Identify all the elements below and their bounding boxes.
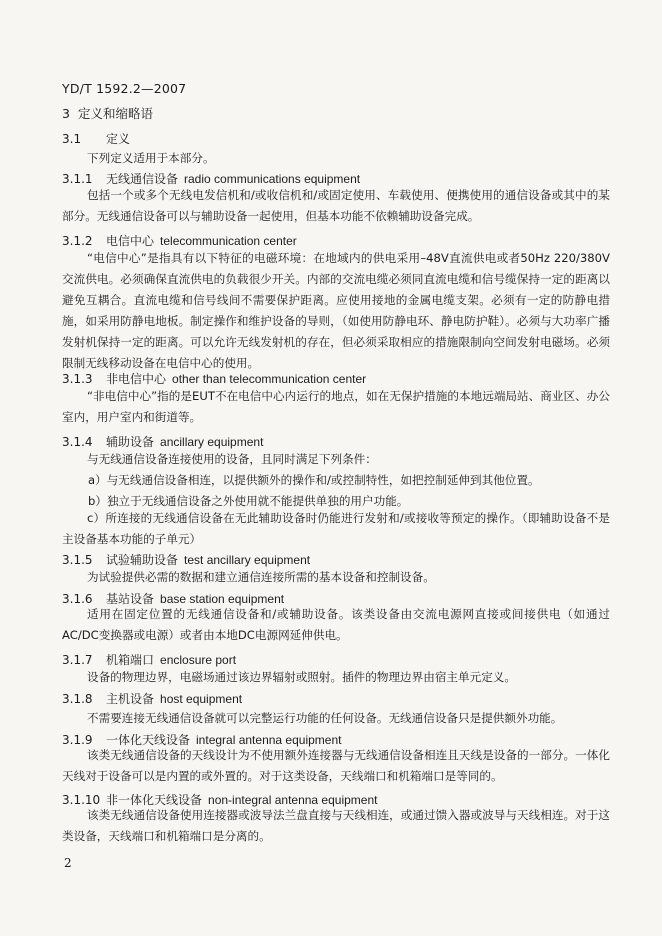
- heading-3-1-2: [62, 232, 297, 249]
- heading-3-1-4: [62, 433, 263, 450]
- paragraph-3-1-2: “电信中心”是指具有以下特征的电磁环境：在地域内的供电采用–48V直流供电或者50Hz 220/380V交流供电。必须确保直流供电的负载很少开关。内部的交流电缆必须同直流电缆和信号缆保持一定的距离以避免互耦合。直流电缆和信号线间不需要保护距离。应使用接地的金属电缆支架。必须有一定的防静电措施，如采用防静电地板。制定操作和维护设备的导则，（如使用防静电环、静电防护鞋）。必须与大功率广播发射机保持一定的距离。可以允许无线发射机的存在，但必须采取相应的措施限制向空间发射电磁场。必须限制无线移动设备在电信中心的使用。: [62, 251, 610, 370]
- paragraph-3-1-5: 为试验提供必需的数据和建立通信连接所需的基本设备和控制设备。: [87, 570, 435, 584]
- heading-number: 3.1.4: [62, 435, 93, 449]
- heading-title-cn: 非电信中心: [106, 372, 167, 386]
- paragraph-3-1-8: 不需要连接无线通信设备就可以完整运行功能的任何设备。无线通信设备只是提供额外功能。: [87, 711, 563, 725]
- paragraph-3-1-10: 该类无线通信设备使用连接器或波导法兰盘直接与天线相连，或通过馈入器或波导与天线相连。对于这类设备，天线端口和机箱端口是分离的。: [62, 808, 610, 843]
- section-heading: [62, 104, 153, 122]
- paragraph-3-1-6: 适用在固定位置的无线通信设备和/或辅助设备。该类设备由交流电源网直接或间接供电（如通过AC/DC变换器或电源）或者由本地DC电源网延伸供电。: [62, 607, 610, 642]
- heading-title-cn: 辅助设备: [106, 435, 155, 449]
- paragraph-3-1-1: 包括一个或多个无线电发信机和/或收信机和/或固定使用、车载使用、便携使用的通信设备或其中的某部分。无线通信设备可以与辅助设备一起使用，但基本功能不依赖辅助设备完成。: [62, 188, 610, 223]
- heading-title-en: ancillary equipment: [160, 435, 264, 449]
- heading-title-cn: 非一体化天线设备: [106, 793, 203, 807]
- heading-title-cn: 机箱端口: [106, 653, 155, 667]
- heading-title-en: non-integral antenna equipment: [208, 793, 378, 807]
- heading-3-1-3: [62, 370, 366, 387]
- heading-number: 3.1.6: [62, 592, 93, 606]
- list-item: c）所连接的无线通信设备在无此辅助设备时仍能进行发射和/或接收等预定的操作。（即辅助设备不是主设备基本功能的子单元）: [62, 511, 610, 546]
- heading-title-en: integral antenna equipment: [196, 733, 342, 747]
- heading-title-cn: 无线通信设备: [106, 172, 179, 186]
- heading-title-cn: 主机设备: [106, 692, 155, 706]
- heading-3-1-8: [62, 690, 242, 707]
- heading-number: 3.1.5: [62, 553, 93, 567]
- heading-title-en: telecommunication center: [160, 234, 297, 248]
- heading-number: 3.1.9: [62, 733, 93, 747]
- paragraph-3-1-4: 与无线通信设备连接使用的设备，且同时满足下列条件：: [87, 452, 377, 466]
- page-number: 2: [64, 856, 72, 870]
- paragraph-3-1: 下列定义适用于本部分。: [87, 151, 215, 165]
- heading-number: 3.1.1: [62, 172, 93, 186]
- heading-number: 3.1.7: [62, 653, 93, 667]
- heading-title-cn: 定义: [106, 132, 131, 146]
- heading-title-en: other than telecommunication center: [172, 372, 367, 386]
- heading-title-cn: 一体化天线设备: [106, 733, 191, 747]
- paragraph-3-1-7: 设备的物理边界，电磁场通过该边界辐射或照射。插件的物理边界由宿主单元定义。: [87, 670, 516, 684]
- heading-title-cn: 基站设备: [106, 592, 155, 606]
- heading-3-1-7: [62, 651, 236, 668]
- heading-title-cn: 试验辅助设备: [106, 553, 179, 567]
- list-item: a）与无线通信设备相连，以提供额外的操作和/或控制特性，如把控制延伸到其他位置。: [88, 473, 540, 487]
- heading-number: 3.1.2: [62, 234, 93, 248]
- heading-title-en: base station equipment: [160, 592, 285, 606]
- heading-3-1: [62, 130, 130, 147]
- section-title: 定义和缩略语: [77, 106, 153, 121]
- heading-number: 3.1.8: [62, 692, 93, 706]
- heading-title-en: radio communications equipment: [184, 172, 361, 186]
- heading-number: 3.1: [62, 132, 82, 146]
- heading-title-en: host equipment: [160, 692, 243, 706]
- section-number: 3: [62, 106, 70, 121]
- list-item: b）独立于无线通信设备之外使用就不能提供单独的用户功能。: [88, 494, 409, 508]
- heading-title-en: enclosure port: [160, 653, 237, 667]
- paragraph-3-1-9: 该类无线通信设备的天线设计为不使用额外连接器与无线通信设备相连且天线是设备的一部分。一体化天线对于设备可以是内置的或外置的。对于这类设备，天线端口和机箱端口是等同的。: [62, 748, 610, 783]
- heading-title-en: test ancillary equipment: [184, 553, 311, 567]
- document-id: YD/T 1592.2—2007: [62, 81, 187, 96]
- heading-number: 3.1.10: [62, 793, 101, 807]
- paragraph-3-1-3: “非电信中心”指的是EUT不在电信中心内运行的地点，如在无保护措施的本地远端局站、商业区、办公室内，用户室内和街道等。: [62, 389, 610, 424]
- heading-number: 3.1.3: [62, 372, 93, 386]
- heading-title-cn: 电信中心: [106, 234, 155, 248]
- heading-3-1-5: [62, 551, 310, 568]
